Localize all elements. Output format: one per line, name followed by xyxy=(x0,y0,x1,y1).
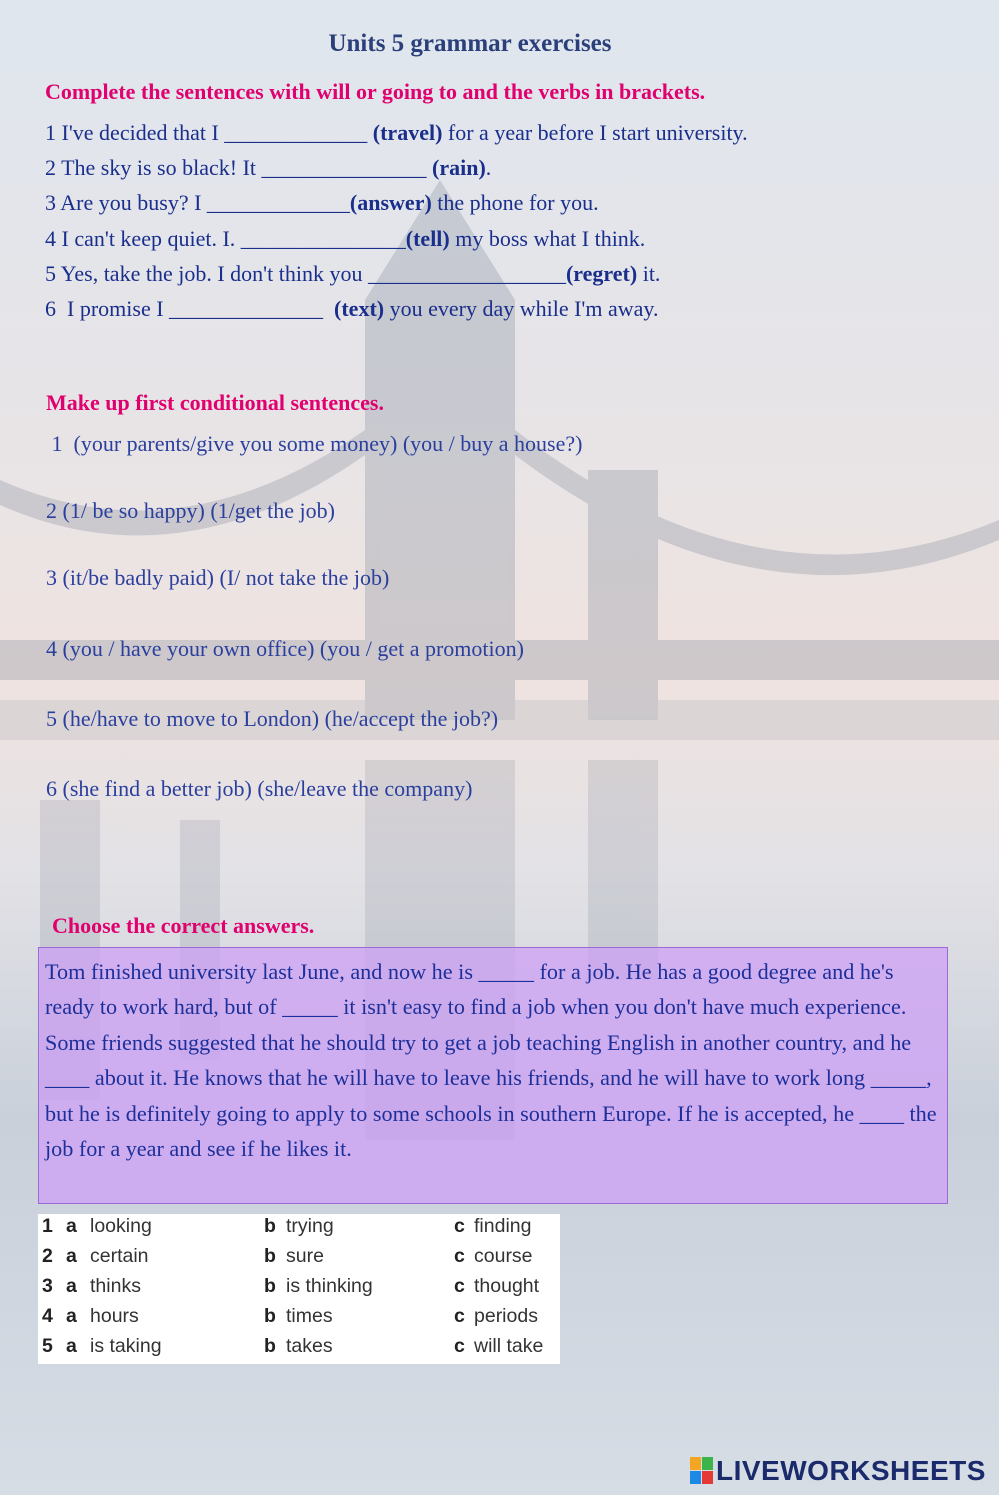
sentence-text: the phone for you. xyxy=(431,190,599,215)
item-number: 2 xyxy=(42,1245,53,1267)
sentence-text: you every day while I'm away. xyxy=(384,296,659,321)
option-a[interactable]: certain xyxy=(90,1245,149,1267)
letter-a: a xyxy=(66,1335,77,1357)
page-title: Units 5 grammar exercises xyxy=(328,30,612,57)
sentence-6 xyxy=(45,296,659,322)
item-number: 1 xyxy=(42,1215,53,1237)
option-row-4 xyxy=(38,1305,560,1335)
option-b[interactable]: trying xyxy=(286,1215,334,1237)
letter-c: c xyxy=(454,1335,465,1357)
section3-heading: Choose the correct answers. xyxy=(52,913,315,938)
option-b[interactable]: times xyxy=(286,1305,333,1327)
option-b[interactable]: sure xyxy=(286,1245,324,1267)
option-row-3 xyxy=(38,1275,560,1305)
option-a[interactable]: looking xyxy=(90,1215,152,1237)
sentence-text: 6 I promise I ______________ xyxy=(45,296,335,321)
conditional-item-3: 3 (it/be badly paid) (I/ not take the job) xyxy=(46,565,390,590)
letter-a: a xyxy=(66,1245,77,1267)
letter-c: c xyxy=(454,1305,465,1327)
letter-b: b xyxy=(264,1245,276,1267)
sentence-text: . xyxy=(485,155,492,180)
item-number: 4 xyxy=(42,1305,53,1327)
liveworksheets-logo xyxy=(690,1454,986,1488)
sentence-3 xyxy=(45,190,599,216)
sentence-1 xyxy=(45,120,748,146)
letter-a: a xyxy=(66,1215,77,1237)
verb-prompt: (tell) xyxy=(405,226,450,251)
verb-prompt: (rain) xyxy=(432,155,486,180)
conditional-item-2: 2 (1/ be so happy) (1/get the job) xyxy=(46,498,335,523)
sentence-text: 2 The sky is so black! It _______________ xyxy=(45,155,433,180)
sentence-text: 4 I can't keep quiet. I. _______________ xyxy=(45,226,406,251)
verb-prompt: (text) xyxy=(334,296,385,321)
option-a[interactable]: hours xyxy=(90,1305,139,1327)
sentence-text: for a year before I start university. xyxy=(442,120,748,145)
item-number: 5 xyxy=(42,1335,53,1357)
sentence-text: it. xyxy=(637,261,661,286)
option-a[interactable]: is taking xyxy=(90,1335,162,1357)
sentence-5 xyxy=(45,261,660,287)
conditional-item-4: 4 (you / have your own office) (you / get a promotion) xyxy=(46,636,524,661)
option-c[interactable]: finding xyxy=(474,1215,532,1237)
letter-b: b xyxy=(264,1335,276,1357)
letter-b: b xyxy=(264,1215,276,1237)
letter-a: a xyxy=(66,1305,77,1327)
letter-c: c xyxy=(454,1275,465,1297)
sentence-text: 5 Yes, take the job. I don't think you __________________ xyxy=(45,261,566,286)
letter-b: b xyxy=(264,1305,276,1327)
conditional-item-5: 5 (he/have to move to London) (he/accept the job?) xyxy=(46,706,499,731)
letter-c: c xyxy=(454,1245,465,1267)
conditional-item-1: 1 (your parents/give you some money) (you / buy a house?) xyxy=(46,431,583,456)
liveworksheets-logo-icon xyxy=(690,1457,714,1485)
option-row-5 xyxy=(38,1335,560,1365)
option-a[interactable]: thinks xyxy=(90,1275,141,1297)
sentence-text: 1 I've decided that I _____________ xyxy=(45,120,373,145)
option-c[interactable]: course xyxy=(474,1245,533,1267)
sentence-4 xyxy=(45,226,645,252)
option-row-1 xyxy=(38,1215,560,1245)
option-row-2 xyxy=(38,1245,560,1275)
sentence-2 xyxy=(45,155,491,181)
sentence-text: 3 Are you busy? I _____________ xyxy=(45,190,350,215)
sentence-text: my boss what I think. xyxy=(449,226,646,251)
section1-heading: Complete the sentences with will or going to and the verbs in brackets. xyxy=(45,79,706,104)
option-c[interactable]: thought xyxy=(474,1275,540,1297)
option-c[interactable]: periods xyxy=(474,1305,538,1327)
letter-c: c xyxy=(454,1215,465,1237)
conditional-item-6: 6 (she find a better job) (she/leave the company) xyxy=(46,776,473,801)
brand-name: LIVEWORKSHEETS xyxy=(716,1455,986,1486)
option-c[interactable]: will take xyxy=(474,1335,544,1357)
letter-a: a xyxy=(66,1275,77,1297)
letter-b: b xyxy=(264,1275,276,1297)
verb-prompt: (regret) xyxy=(565,261,638,286)
verb-prompt: (answer) xyxy=(349,190,432,215)
reading-passage: Tom finished university last June, and now he is _____ for a job. He has a good degree and he's ready to work hard, but of _____ it isn't easy to find a job when you don't have much experience. Some friends suggested that he should try to get a job teaching English in another country, and he ____ about it. He knows that he will have to leave his friends, and he will have to work long _____, but he is definitely going to apply to some schools in southern Europe. If he is accepted, he ____ the job for a year and see if he likes it. xyxy=(38,947,948,1204)
answer-options-table xyxy=(38,1214,560,1364)
option-b[interactable]: takes xyxy=(286,1335,333,1357)
section2-heading: Make up first conditional sentences. xyxy=(46,390,384,415)
option-b[interactable]: is thinking xyxy=(286,1275,373,1297)
item-number: 3 xyxy=(42,1275,53,1297)
verb-prompt: (travel) xyxy=(372,120,443,145)
